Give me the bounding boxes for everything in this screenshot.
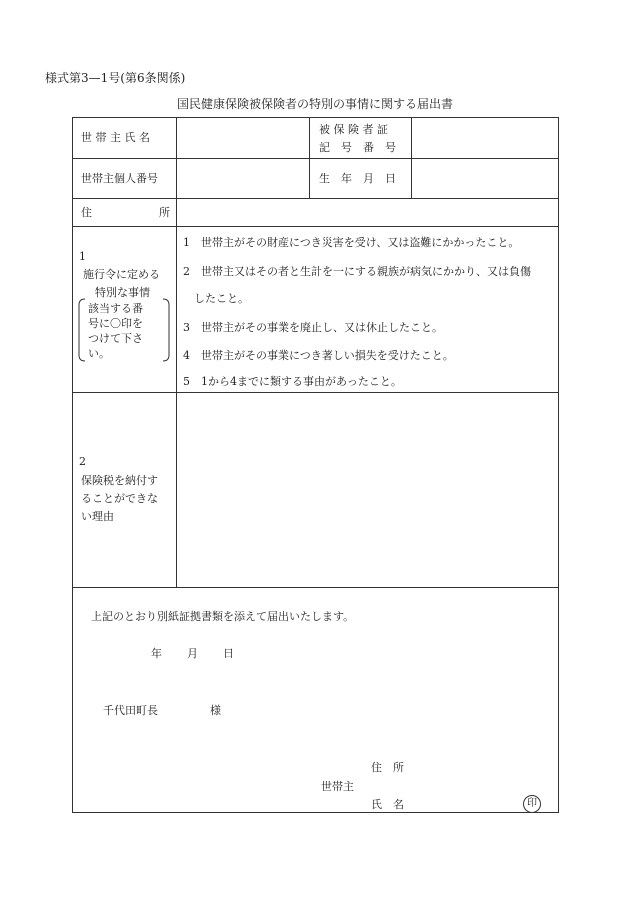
reason-item-2-cont: したこと。 bbox=[194, 292, 249, 305]
section1-note-line3: つけて下さ bbox=[88, 332, 143, 345]
declaration-statement: 上記のとおり別紙証拠書類を添えて届出いたします。 bbox=[91, 610, 355, 623]
reason-text-area[interactable] bbox=[177, 393, 558, 587]
section1-label-line1: 施行令に定める bbox=[83, 268, 160, 281]
section1-note-line4: い。 bbox=[88, 347, 110, 360]
left-bracket bbox=[78, 298, 86, 362]
section1-label-line2: 特別な事情 bbox=[95, 286, 150, 299]
section2-label-line2: ることができな bbox=[81, 492, 158, 505]
right-bracket bbox=[162, 298, 170, 362]
section1-number: 1 bbox=[79, 250, 86, 263]
date-month: 月 bbox=[187, 647, 198, 660]
signer-name-label: 氏 名 bbox=[371, 798, 404, 811]
date-day: 日 bbox=[223, 647, 234, 660]
section2-label-line3: い理由 bbox=[81, 510, 114, 523]
column-divider bbox=[309, 118, 310, 198]
notification-form bbox=[72, 117, 559, 813]
section2-number: 2 bbox=[79, 455, 86, 468]
addressee: 千代田町長 bbox=[103, 704, 158, 717]
row-divider bbox=[73, 226, 558, 227]
insured-cert-label-line2: 記 号 番 号 bbox=[319, 141, 396, 154]
signer-address-label: 住 所 bbox=[371, 761, 404, 774]
householder-name-field[interactable] bbox=[177, 118, 309, 158]
individual-number-label: 世帯主個人番号 bbox=[81, 172, 158, 185]
insured-cert-label-line1: 被 保 険 者 証 bbox=[319, 123, 388, 136]
address-label-right: 所 bbox=[159, 206, 170, 219]
birthdate-field[interactable] bbox=[412, 159, 558, 198]
date-year: 年 bbox=[151, 647, 162, 660]
section1-note-line2: 号に〇印を bbox=[88, 317, 143, 330]
reason-item-3[interactable]: 3 世帯主がその事業を廃止し、又は休止したこと。 bbox=[183, 321, 443, 334]
reason-item-2[interactable]: 2 世帯主又はその者と生計を一にする親族が病気にかかり、又は負傷 bbox=[183, 265, 531, 278]
individual-number-field[interactable] bbox=[177, 159, 309, 198]
householder-label: 世帯主 bbox=[321, 780, 354, 793]
honorific: 様 bbox=[210, 704, 221, 717]
section2-label-line1: 保険税を納付す bbox=[81, 474, 158, 487]
reason-item-1[interactable]: 1 世帯主がその財産につき災害を受け、又は盗難にかかったこと。 bbox=[183, 236, 520, 249]
reason-item-5[interactable]: 5 1から4までに類する事由があったこと。 bbox=[183, 375, 402, 388]
address-label-left: 住 bbox=[81, 206, 92, 219]
seal-icon: 印 bbox=[523, 795, 541, 813]
insured-cert-number-field[interactable] bbox=[412, 118, 558, 158]
form-number: 様式第3—1号(第6条関係) bbox=[45, 71, 186, 85]
section1-note-line1: 該当する番 bbox=[88, 302, 143, 315]
reason-item-4[interactable]: 4 世帯主がその事業につき著しい損失を受けたこと。 bbox=[183, 349, 454, 362]
householder-name-label: 世 帯 主 氏 名 bbox=[81, 131, 150, 144]
address-field[interactable] bbox=[177, 199, 558, 226]
row-divider bbox=[73, 587, 558, 588]
birthdate-label: 生 年 月 日 bbox=[319, 172, 396, 185]
document-title: 国民健康保険被保険者の特別の事情に関する届出書 bbox=[176, 97, 453, 111]
